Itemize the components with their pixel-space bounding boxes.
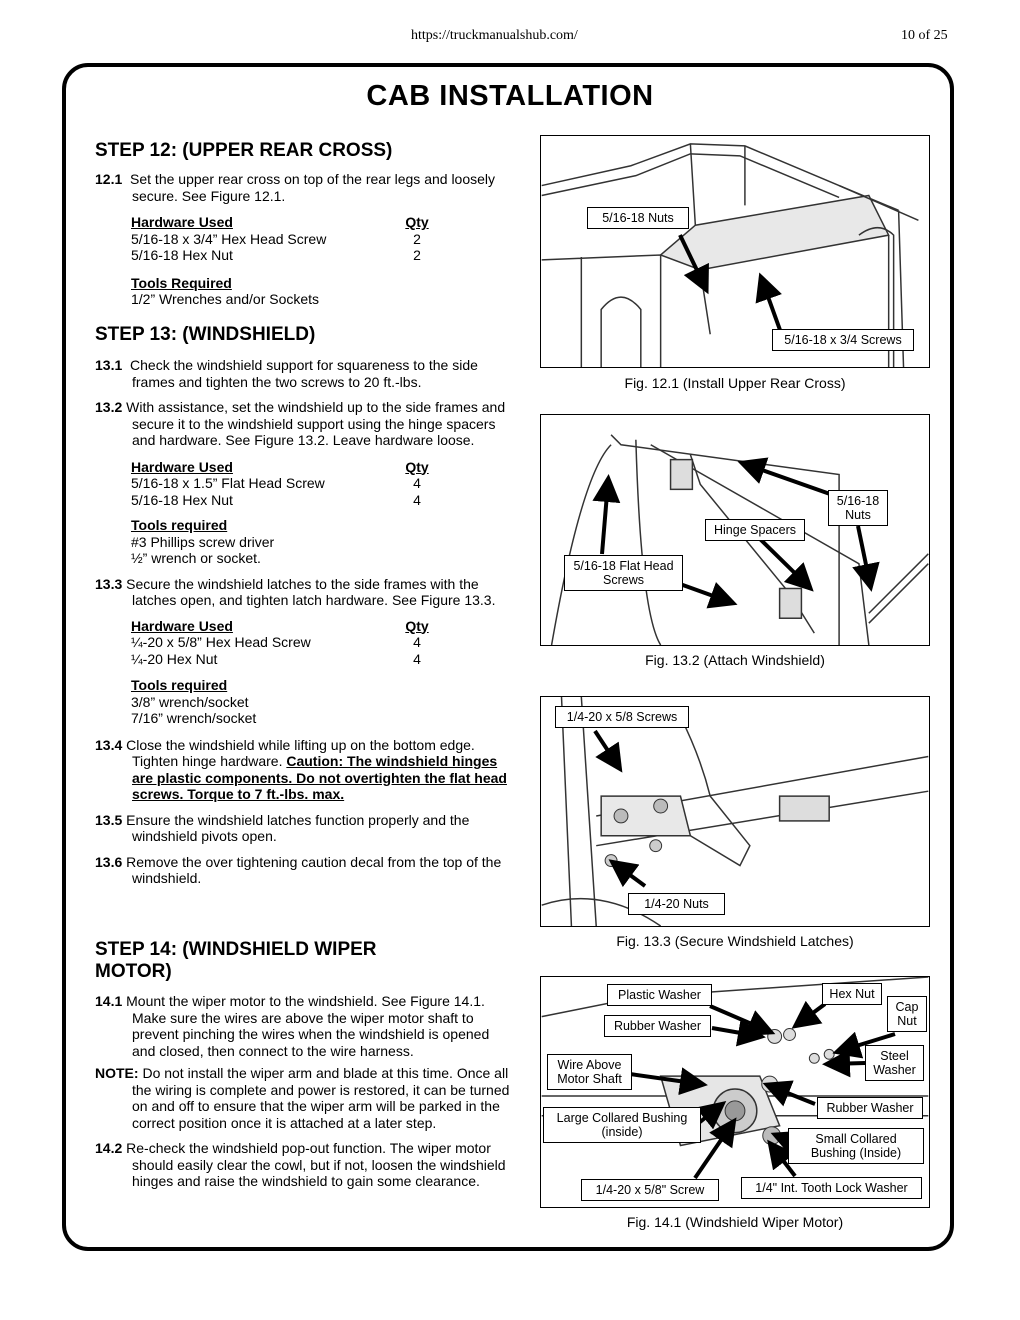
label-wire-above-motor-shaft: Wire Above Motor Shaft	[547, 1054, 632, 1090]
step14-heading: STEP 14: (WINDSHIELD WIPER MOTOR)	[95, 939, 377, 982]
label-rubber-washer-lower: Rubber Washer	[817, 1097, 923, 1119]
hardware-list-13b: Hardware Used Qty ¼-20 x 5/8” Hex Head Screw 4 ¼-20 Hex Nut 4 Tools required 3/8” wrench/socket 7/16” wrench/socket	[131, 617, 429, 726]
label-plastic-washer: Plastic Washer	[607, 984, 712, 1006]
label-hinge-spacers: Hinge Spacers	[705, 519, 805, 541]
label-screws-12-1: 5/16-18 x 3/4 Screws	[772, 329, 914, 351]
paragraph-13-2: 13.2 With assistance, set the windshield up to the side frames and secure it to the windshield support using the hinge spacers and hardware. See Figure 13.2. Leave hardware loose.	[95, 399, 506, 448]
caution-text: Caution: The windshield hinges are plastic components. Do not overtighten the flat head screws. Torque to 7 ft.-lbs. max.	[132, 753, 507, 802]
paragraph-13-6: 13.6 Remove the over tightening caution decal from the top of the windshield.	[95, 853, 502, 886]
label-large-collared-bushing: Large Collared Bushing (inside)	[543, 1107, 701, 1143]
note-paragraph: NOTE: Do not install the wiper arm and blade at this time. Once all the wiring is complete and power is restored, it can be turned on and off to ensure that the wiper arm will be parked in the correct position once it is attached at a later step.	[95, 1065, 510, 1131]
paragraph-13-1: 13.1 Check the windshield support for squareness to the side frames and tighten the two screws to 20 ft.-lbs.	[95, 357, 478, 390]
caption-12-1: Fig. 12.1 (Install Upper Rear Cross)	[624, 375, 846, 391]
page-number: 10 of 25	[901, 28, 948, 43]
label-flat-head-screws: 5/16-18 Flat Head Screws	[564, 555, 683, 591]
step13-heading: STEP 13: (WINDSHIELD)	[95, 324, 316, 345]
caption-13-2: Fig. 13.2 (Attach Windshield)	[645, 652, 825, 668]
label-hex-nut: Hex Nut	[822, 983, 882, 1005]
caption-13-3: Fig. 13.3 (Secure Windshield Latches)	[616, 933, 854, 949]
hardware-list-13a: Hardware Used Qty 5/16-18 x 1.5” Flat Head Screw 4 5/16-18 Hex Nut 4 Tools required #3 Phillips screw driver ½” wrench or socket.	[131, 458, 429, 566]
label-lock-washer: 1/4" Int. Tooth Lock Washer	[741, 1177, 922, 1199]
step12-section	[95, 140, 510, 308]
label-rubber-washer-top: Rubber Washer	[604, 1015, 711, 1037]
label-nuts-13-3: 1/4-20 Nuts	[628, 893, 725, 915]
step14-section	[95, 939, 510, 1190]
label-nuts-13-2: 5/16-18 Nuts	[828, 490, 888, 526]
label-steel-washer: Steel Washer	[865, 1045, 924, 1081]
paragraph-13-4: 13.4 Close the windshield while lifting up on the bottom edge. Tighten hinge hardware. Caution: The windshield hinges are plastic components. Do not overtighten the flat head screws. Torque to 7 ft.-lbs. max.	[95, 736, 507, 802]
hardware-list-12: Hardware Used Qty 5/16-18 x 3/4” Hex Head Screw 2 5/16-18 Hex Nut 2 Tools Required 1/2” Wrenches and/or Sockets	[131, 214, 429, 307]
label-cap-nut: Cap Nut	[887, 996, 927, 1032]
paragraph-13-5: 13.5 Ensure the windshield latches function properly and the windshield pivots open.	[95, 811, 470, 844]
paragraph-12-1: 12.1 Set the upper rear cross on top of the rear legs and loosely secure. See Figure 12.1.	[95, 171, 496, 204]
paragraph-14-2: 14.2 Re-check the windshield pop-out function. The wiper motor should easily clear the cowl, but if not, loosen the windshield hinges and raise the windshield to gain some clearance.	[95, 1140, 506, 1189]
label-screws-13-3: 1/4-20 x 5/8 Screws	[555, 706, 689, 728]
figure-14-1-arrows	[540, 976, 930, 1208]
figure-13-3-arrows	[540, 696, 930, 927]
paragraph-14-1: 14.1 Mount the wiper motor to the windshield. See Figure 14.1. Make sure the wires are above the wiper motor shaft to prevent pinching the wires when the windshield is opened and closed, then connect to the wire harness.	[95, 993, 490, 1059]
step12-heading: STEP 12: (UPPER REAR CROSS)	[95, 140, 393, 161]
header-url: https://truckmanualshub.com/	[411, 28, 578, 43]
label-nuts-12-1: 5/16-18 Nuts	[587, 207, 689, 229]
label-screw-14-1: 1/4-20 x 5/8" Screw	[581, 1179, 719, 1201]
label-small-collared-bushing: Small Collared Bushing (Inside)	[788, 1128, 924, 1164]
step13-section	[95, 324, 510, 887]
caption-14-1: Fig. 14.1 (Windshield Wiper Motor)	[626, 1214, 844, 1230]
page-title: CAB INSTALLATION	[366, 80, 654, 112]
paragraph-13-3: 13.3 Secure the windshield latches to the side frames with the latches open, and tighten latch hardware. See Figure 13.3.	[95, 575, 496, 608]
